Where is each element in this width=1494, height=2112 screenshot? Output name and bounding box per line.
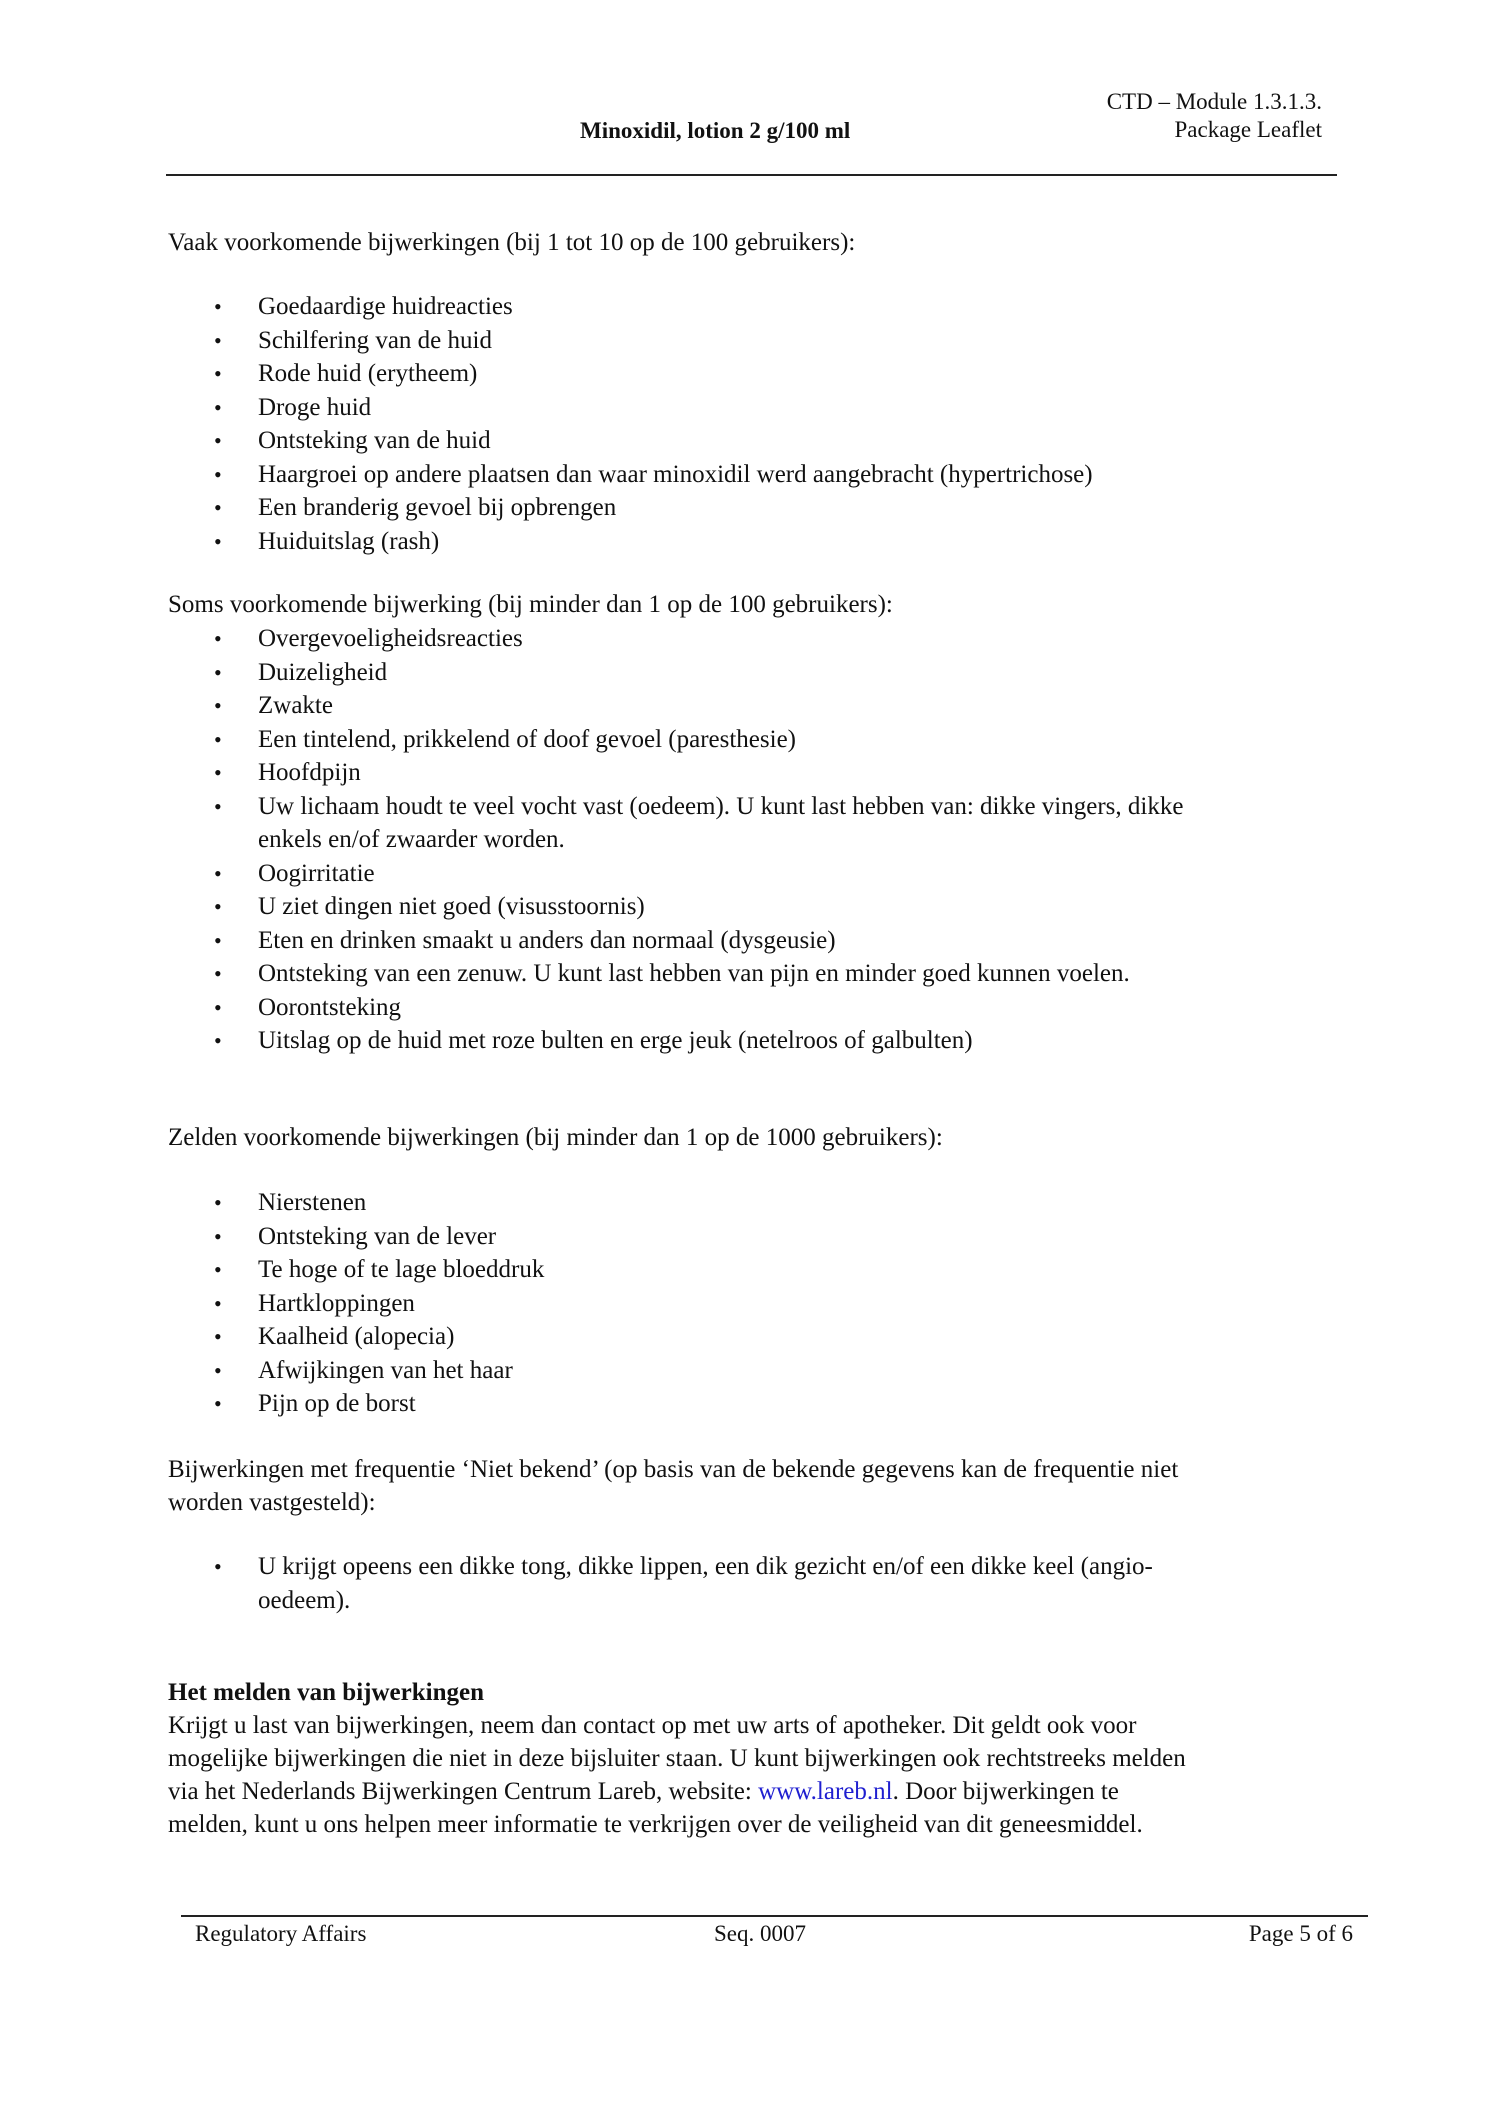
footer-divider (181, 1915, 1368, 1917)
list-item: • Haargroei op andere plaatsen dan waar minoxidil werd aangebracht (hypertrichose) (168, 458, 1093, 492)
list-item: • Hartkloppingen (168, 1287, 544, 1321)
list-item: • Overgevoeligheidsreacties (168, 622, 1183, 656)
header-title: Minoxidil, lotion 2 g/100 ml (580, 118, 851, 143)
list-item: • Oogirritatie (168, 857, 1183, 891)
unknown-list (168, 1550, 1153, 1617)
bullet-icon: • (214, 1391, 222, 1416)
list-item: • Huiduitslag (rash) (168, 525, 1093, 559)
header-doc-type: Package Leaflet (1174, 117, 1322, 142)
list-item: • Schilfering van de huid (168, 324, 1093, 358)
bullet-icon: • (214, 528, 222, 554)
uncommon-list (168, 622, 1183, 1058)
bullet-icon: • (214, 428, 222, 453)
bullet-icon: • (214, 927, 222, 953)
list-item: • Ontsteking van de lever (168, 1220, 544, 1254)
header-module: CTD – Module 1.3.1.3. (1106, 89, 1322, 114)
list-item: • Goedaardige huidreacties (168, 290, 1093, 324)
list-item: • Een branderig gevoel bij opbrengen (168, 491, 1093, 525)
header-right-block (1107, 88, 1322, 144)
bullet-icon: • (214, 1324, 222, 1349)
bullet-icon: • (214, 495, 222, 520)
reporting-line2: mogelijke bijwerkingen die niet in deze bijsluiter staan. U kunt bijwerkingen ook rechtstreeks melden (168, 1745, 1186, 1772)
bullet-icon: • (214, 294, 222, 319)
list-item: • U ziet dingen niet goed (visusstoornis) (168, 890, 1183, 924)
list-item: • Hoofdpijn (168, 756, 1183, 790)
common-list (168, 290, 1093, 558)
bullet-icon: • (214, 994, 222, 1020)
unknown-heading-line2: worden vastgesteld): (168, 1489, 376, 1516)
bullet-icon: • (214, 626, 222, 651)
reporting-line3: via het Nederlands Bijwerkingen Centrum Lareb, website: www.lareb.nl. Door bijwerkingen te (168, 1778, 1119, 1805)
reporting-line4: melden, kunt u ons helpen meer informatie te verkrijgen over de veiligheid van dit geneesmiddel. (168, 1811, 1143, 1838)
list-item: • Uw lichaam houdt te veel vocht vast (oedeem). U kunt last hebben van: dikke vingers, dikke enkels en/of zwaarder worden. (168, 790, 1183, 857)
unknown-heading-line1: Bijwerkingen met frequentie ‘Niet bekend’ (op basis van de bekende gegevens kan de frequentie niet (168, 1456, 1179, 1483)
list-item: • Uitslag op de huid met roze bulten en erge jeuk (netelroos of galbulten) (168, 1024, 1183, 1058)
list-item: • Kaalheid (alopecia) (168, 1320, 544, 1354)
list-item: • Afwijkingen van het haar (168, 1354, 544, 1388)
bullet-icon: • (214, 1223, 222, 1249)
bullet-icon: • (214, 1554, 222, 1579)
common-heading: Vaak voorkomende bijwerkingen (bij 1 tot 10 op de 100 gebruikers): (168, 229, 856, 256)
rare-list (168, 1186, 544, 1421)
list-item: • Ontsteking van de huid (168, 424, 1093, 458)
bullet-icon: • (214, 659, 222, 685)
bullet-icon: • (214, 1257, 222, 1282)
bullet-icon: • (214, 961, 222, 986)
bullet-icon: • (214, 361, 222, 386)
bullet-icon: • (214, 1290, 222, 1316)
list-item: • Nierstenen (168, 1186, 544, 1220)
bullet-icon: • (214, 726, 222, 752)
list-item: • Een tintelend, prikkelend of doof gevoel (paresthesie) (168, 723, 1183, 757)
bullet-icon: • (214, 461, 222, 487)
list-item: • Ontsteking van een zenuw. U kunt last hebben van pijn en minder goed kunnen voelen. (168, 957, 1183, 991)
list-item: • Duizeligheid (168, 656, 1183, 690)
list-item: • U krijgt opeens een dikke tong, dikke lippen, een dik gezicht en/of een dikke keel (angio- oedeem). (168, 1550, 1153, 1617)
bullet-icon: • (214, 1028, 222, 1053)
bullet-icon: • (214, 760, 222, 785)
footer-page-number: Page 5 of 6 (1248, 1921, 1353, 1946)
bullet-icon: • (214, 693, 222, 718)
list-item: • Eten en drinken smaakt u anders dan normaal (dysgeusie) (168, 924, 1183, 958)
bullet-icon: • (214, 327, 222, 353)
reporting-heading: Het melden van bijwerkingen (168, 1679, 484, 1706)
list-item: • Zwakte (168, 689, 1183, 723)
footer-center: Seq. 0007 (714, 1921, 806, 1946)
footer-left: Regulatory Affairs (195, 1921, 367, 1946)
lareb-link[interactable]: www.lareb.nl (758, 1778, 893, 1805)
list-item: • Droge huid (168, 391, 1093, 425)
bullet-icon: • (214, 894, 222, 919)
list-item: • Te hoge of te lage bloeddruk (168, 1253, 544, 1287)
rare-heading: Zelden voorkomende bijwerkingen (bij minder dan 1 op de 1000 gebruikers): (168, 1124, 943, 1151)
bullet-icon: • (214, 1190, 222, 1215)
bullet-icon: • (214, 1357, 222, 1383)
reporting-line1: Krijgt u last van bijwerkingen, neem dan contact op met uw arts of apotheker. Dit geldt ook voor (168, 1712, 1137, 1739)
header-divider (166, 174, 1337, 176)
uncommon-heading: Soms voorkomende bijwerking (bij minder dan 1 op de 100 gebruikers): (168, 591, 893, 618)
bullet-icon: • (214, 793, 222, 819)
bullet-icon: • (214, 860, 222, 886)
list-item: • Rode huid (erytheem) (168, 357, 1093, 391)
list-item: • Pijn op de borst (168, 1387, 544, 1421)
list-item: • Oorontsteking (168, 991, 1183, 1025)
bullet-icon: • (214, 394, 222, 420)
